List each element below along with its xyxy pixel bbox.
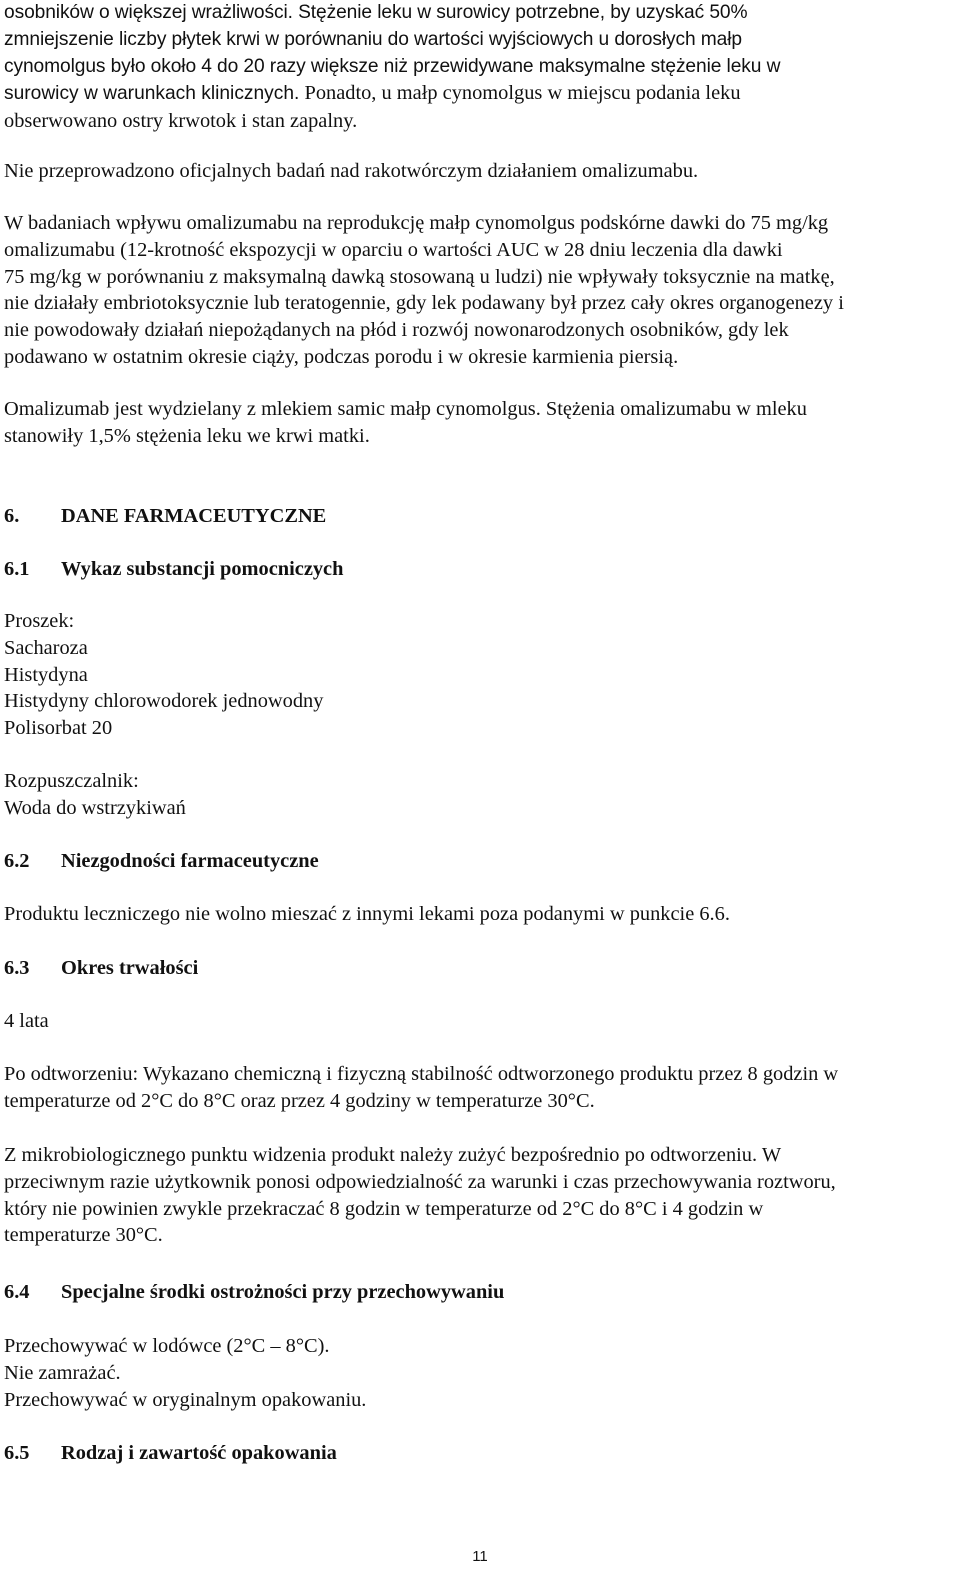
section-heading-6-4 xyxy=(4,1279,956,1306)
excipients-powder-list xyxy=(4,608,956,742)
text-line: nie działały embriotoksycznie lub teratogennie, gdy lek podawany był przez cały okres organogenezy i xyxy=(4,292,844,315)
section-number: 6.4 xyxy=(4,1281,30,1303)
section-title: Wykaz substancji pomocniczych xyxy=(61,558,344,580)
storage-instructions xyxy=(4,1333,956,1413)
excipients-solvent-list xyxy=(4,768,956,822)
text-line: przeciwnym razie użytkownik ponosi odpowiedzialność za warunki i czas przechowywania roztworu, xyxy=(4,1170,836,1193)
text-line: Nie zamrażać. xyxy=(4,1361,121,1384)
section-title: Okres trwałości xyxy=(61,957,199,979)
paragraph-incompatibilities xyxy=(4,901,956,928)
text-line xyxy=(4,80,956,108)
section-heading-6-3 xyxy=(4,955,956,982)
list-label: Rozpuszczalnik: xyxy=(4,770,139,792)
text-line: W badaniach wpływu omalizumabu na reprodukcję małp cynomolgus podskórne dawki do 75 mg/kg xyxy=(4,212,829,234)
text-line: zmniejszenie liczby płytek krwi w porównaniu do wartości wyjściowych u dorosłych małp xyxy=(4,28,742,50)
section-title: Specjalne środki ostrożności przy przechowywaniu xyxy=(61,1281,505,1303)
list-item: Polisorbat 20 xyxy=(4,717,113,740)
text-line: temperaturze 30°C. xyxy=(4,1224,163,1247)
text-line: osobników o większej wrażliwości. Stężenie leku w surowicy potrzebne, by uzyskać 50% xyxy=(4,2,748,23)
paragraph-shelf-life xyxy=(4,1008,956,1035)
text-line: omalizumabu (12-krotność ekspozycji w oparciu o wartości AUC w 28 dniu leczenia dla dawki xyxy=(4,238,783,261)
text-line: obserwowano ostry krwotok i stan zapalny. xyxy=(4,110,358,133)
section-heading-6-1 xyxy=(4,556,956,583)
text-line: Po odtworzeniu: Wykazano chemiczną i fizyczną stabilność odtworzonego produktu przez 8 godzin w xyxy=(4,1063,839,1085)
paragraph-carcinogenicity xyxy=(4,158,956,185)
paragraph-microbiology xyxy=(4,1142,956,1249)
text-line: 75 mg/kg w porównaniu z maksymalną dawką stosowaną u ludzi) nie wpływały toksycznie na matkę, xyxy=(4,265,835,288)
paragraph-reconstitution xyxy=(4,1061,956,1115)
list-item: Woda do wstrzykiwań xyxy=(4,796,186,819)
text-line: Z mikrobiologicznego punktu widzenia produkt należy zużyć bezpośrednio po odtworzeniu. W xyxy=(4,1144,782,1166)
section-heading-6-2 xyxy=(4,848,956,875)
section-number: 6.3 xyxy=(4,957,30,979)
section-heading-6-5 xyxy=(4,1440,956,1467)
text-line: który nie powinien zwykle przekraczać 8 godzin w temperaturze od 2°C do 8°C i 4 godzin w xyxy=(4,1197,764,1220)
text-span: surowicy w warunkach klinicznych. xyxy=(4,83,300,105)
paragraph-toxicity xyxy=(4,0,956,135)
text-line: Omalizumab jest wydzielany z mlekiem samic małp cynomolgus. Stężenia omalizumabu w mleku xyxy=(4,398,807,420)
section-number: 6.1 xyxy=(4,558,30,580)
list-label: Proszek: xyxy=(4,610,75,632)
list-item: Histydyny chlorowodorek jednowodny xyxy=(4,690,324,713)
text-line: podawano w ostatnim okresie ciąży, podczas porodu i w okresie karmienia piersią. xyxy=(4,345,679,368)
section-number: 6. xyxy=(4,505,20,527)
text-line: cynomolgus było około 4 do 20 razy większe niż przewidywane maksymalne stężenie leku w xyxy=(4,55,781,77)
section-title: Niezgodności farmaceutyczne xyxy=(61,850,319,872)
text-line: Przechowywać w oryginalnym opakowaniu. xyxy=(4,1388,367,1411)
section-number: 6.5 xyxy=(4,1442,30,1464)
text-span: Ponadto, u małp cynomolgus w miejscu podania leku xyxy=(299,82,741,105)
text-line: nie powodowały działań niepożądanych na płód i rozwój nowonarodzonych osobników, gdy lek xyxy=(4,319,789,342)
section-number: 6.2 xyxy=(4,850,30,872)
text-line: 4 lata xyxy=(4,1010,49,1032)
text-line: Przechowywać w lodówce (2°C – 8°C). xyxy=(4,1335,330,1357)
paragraph-milk xyxy=(4,396,956,450)
list-item: Sacharoza xyxy=(4,636,88,659)
section-heading-6 xyxy=(4,503,956,530)
text-line: Produktu leczniczego nie wolno mieszać z innymi lekami poza podanymi w punkcie 6.6. xyxy=(4,903,730,925)
section-title: Rodzaj i zawartość opakowania xyxy=(61,1442,337,1464)
text-line: stanowiły 1,5% stężenia leku we krwi matki. xyxy=(4,424,370,447)
page-number: 11 xyxy=(472,1548,488,1565)
section-title: DANE FARMACEUTYCZNE xyxy=(61,505,327,527)
text-line: temperaturze od 2°C do 8°C oraz przez 4 godziny w temperaturze 30°C. xyxy=(4,1089,595,1112)
text-line: Nie przeprowadzono oficjalnych badań nad rakotwórczym działaniem omalizumabu. xyxy=(4,160,699,182)
paragraph-reproduction xyxy=(4,210,956,371)
list-item: Histydyna xyxy=(4,663,88,686)
